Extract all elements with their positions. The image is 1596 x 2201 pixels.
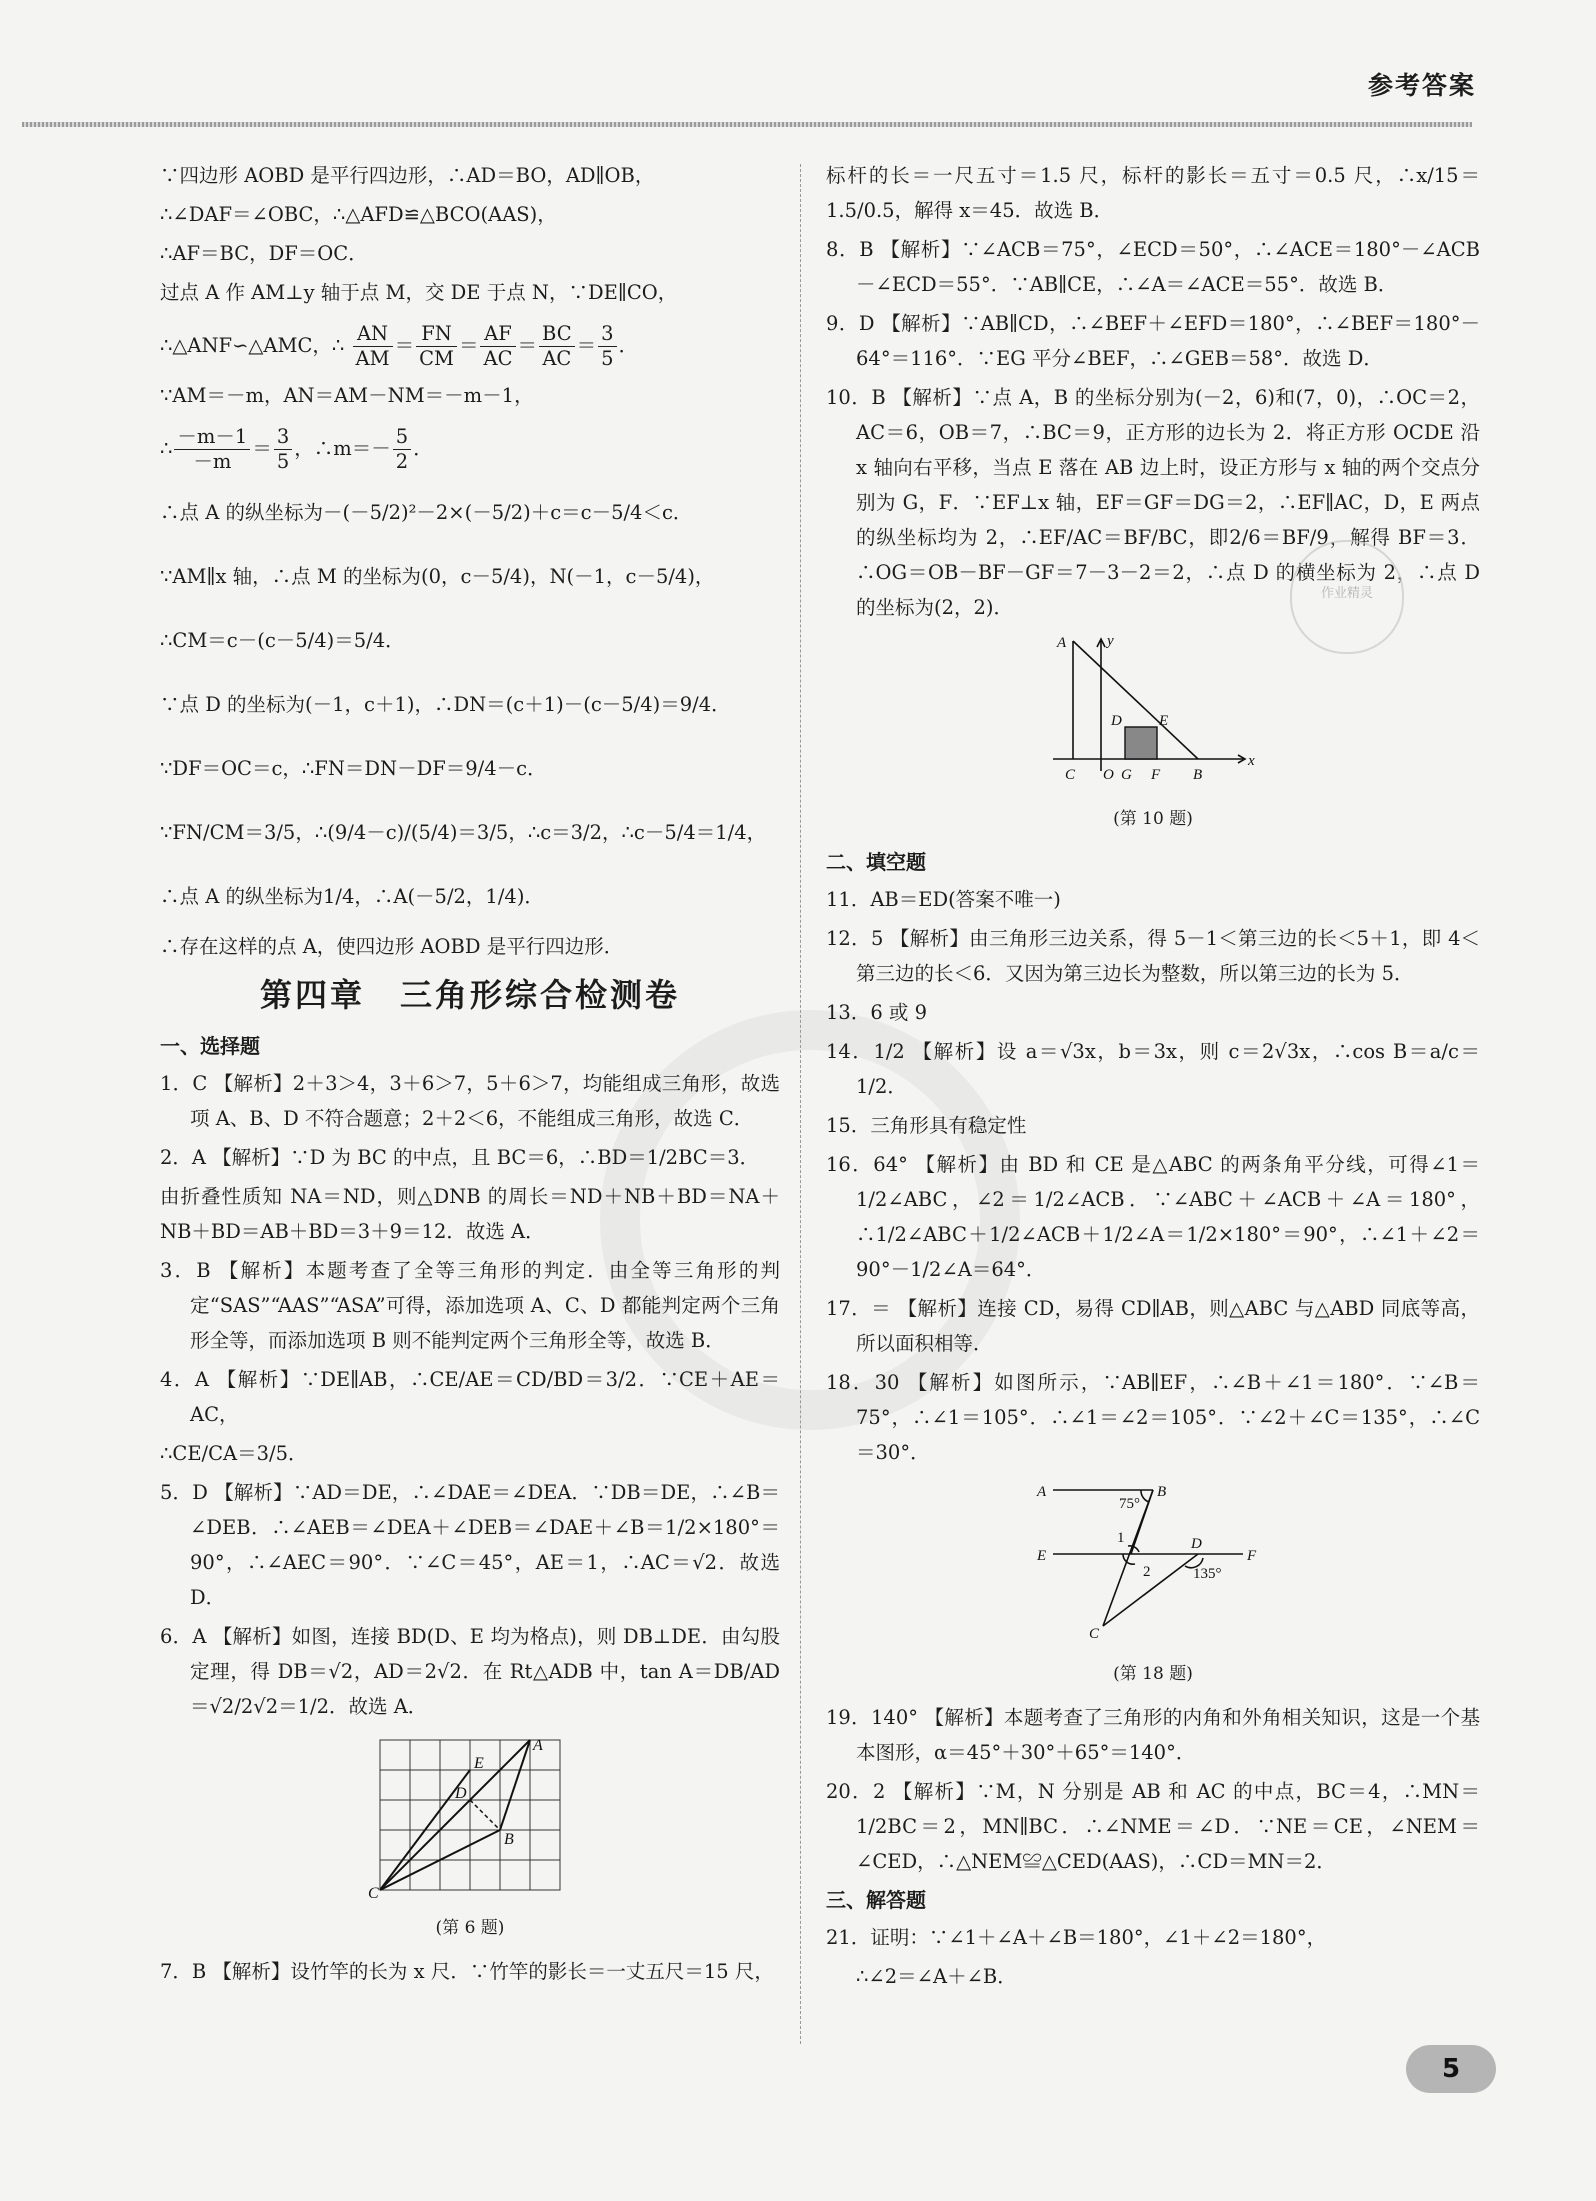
label-b: B (504, 1831, 514, 1848)
text-line: ∴点 A 的纵坐标为1/4，∴A(－5/2，1/4)． (160, 885, 544, 908)
label-o: O (1103, 767, 1114, 783)
grid-figure (370, 1730, 570, 1900)
answer-6: 6．A 【解析】如图，连接 BD(D、E 均为格点)，则 DB⊥DE．由勾股定理，得 DB＝√2，AD＝2√2．在 Rt△ADB 中，tan A＝DB/AD＝√2/2√2＝1/2．故选 A． (160, 1625, 780, 1718)
label-f: F (1151, 767, 1161, 783)
watermark-stamp (1290, 540, 1404, 654)
shifted-square (1125, 727, 1157, 759)
left-column (160, 158, 780, 1993)
section-heading: 二、填空题 (826, 850, 926, 874)
figure-caption: (第 10 题) (1113, 809, 1193, 829)
answer-2-cont: 由折叠性质知 NA＝ND，则△DNB 的周长＝ND＋NB＋BD＝NA＋NB＋BD＝AB＋BD＝3＋9＝12．故选 A． (160, 1185, 780, 1243)
label-d: D (1111, 713, 1122, 729)
label-c: C (1065, 767, 1076, 783)
answer-20: 20．2 【解析】∵M，N 分别是 AB 和 AC 的中点，BC＝4，∴MN＝1/2BC＝2，MN∥BC．∴∠NME＝∠D．∵NE＝CE，∠NEM＝∠CED，∴△NEM≌△CED(AAS)，∴CD＝MN＝2． (826, 1780, 1480, 1873)
fraction: $\frac{BC}{AC}$ (539, 322, 575, 371)
answer-7: 7．B 【解析】设竹竿的长为 x 尺．∵竹竿的影长＝一丈五尺＝15 尺， (160, 1960, 774, 1983)
parallel-lines-figure (1033, 1476, 1273, 1646)
math-line: ∴ $\frac{-m-1}{-m}$ ＝ $\frac{3}{5}$ ，∴m＝－ $\frac{5}{2}$ ． (160, 425, 433, 473)
answer-3: 3．B 【解析】本题考查了全等三角形的判定．由全等三角形的判定“SAS”“AAS”“ASA”可得，添加选项 A、C、D 都能判定两个三角形全等，而添加选项 B 则不能判定两个三角形全等，故选 B． (160, 1259, 780, 1352)
label-x: x (1248, 753, 1255, 769)
text-line: ∵AM∥x 轴，∴点 M 的坐标为(0，c－5/4)，N(－1，c－5/4)， (160, 565, 715, 588)
coordinate-figure (1043, 631, 1263, 791)
angle-2: 2 (1143, 1564, 1151, 1580)
answer-4: 4．A 【解析】∵DE∥AB，∴CE/AE＝CD/BD＝3/2．∵CE＋AE＝AC， (160, 1368, 780, 1426)
column-divider (800, 164, 801, 2044)
label-c: C (368, 1885, 379, 1902)
label-a: A (1037, 1484, 1047, 1500)
text-line: ∵点 D 的坐标为(－1，c＋1)，∴DN＝(c＋1)－(c－5/4)＝9/4． (160, 693, 731, 716)
answer-21: 21．证明：∵∠1＋∠A＋∠B＝180°，∠1＋∠2＝180°， (826, 1926, 1327, 1949)
right-column (826, 158, 1480, 1998)
label-e: E (1037, 1548, 1047, 1564)
header-rule (22, 122, 1472, 127)
label-g: G (1121, 767, 1132, 783)
figure-18 (826, 1476, 1480, 1692)
text-line: ∵DF＝OC＝c，∴FN＝DN－DF＝9/4－c． (160, 757, 547, 780)
fraction: $\frac{3}{5}$ (274, 425, 292, 474)
answer-10: 10．B 【解析】∵点 A，B 的坐标分别为(－2，6)和(7，0)，∴OC＝2，AC＝6，OB＝7，∴BC＝9，正方形的边长为 2．将正方形 OCDE 沿 x 轴向右平移，当点 E 落在 AB 边上时，设正方形与 x 轴的两个交点分别为 G，F．∵EF⊥x 轴，EF＝GF＝DG＝2，∴EF∥AC，D，E 两点的纵坐标均为 2，∴EF/AC＝BF/BC，即2/6＝BF/9，解得 BF＝3．∴OG＝OB－BF－GF＝7－3－2＝2，∴点 D 的横坐标为 2，∴点 D 的坐标为(2，2)． (826, 386, 1480, 619)
label-y: y (1107, 633, 1114, 649)
text-line: ∴存在这样的点 A，使四边形 AOBD 是平行四边形． (160, 935, 624, 958)
answer-14: 14．1/2 【解析】设 a＝√3x，b＝3x，则 c＝2√3x，∴cos B＝a/c＝1/2． (826, 1040, 1480, 1098)
text-line: ∴AF＝BC，DF＝OC． (160, 242, 368, 265)
answer-9: 9．D 【解析】∵AB∥CD，∴∠BEF＋∠EFD＝180°，∴∠BEF＝180°－64°＝116°．∵EG 平分∠BEF，∴∠GEB＝58°．故选 D． (826, 312, 1480, 370)
answer-12: 12．5 【解析】由三角形三边关系，得 5－1＜第三边的长＜5＋1，即 4＜第三边的长＜6．又因为第三边长为整数，所以第三边的长为 5． (826, 927, 1480, 985)
section-heading: 三、解答题 (826, 1888, 926, 1912)
chapter-title: 第四章 三角形综合检测卷 (259, 976, 680, 1014)
angle-1: 1 (1117, 1530, 1125, 1546)
fraction: $\frac{-m-1}{-m}$ (174, 425, 250, 474)
fraction: $\frac{FN}{CM}$ (416, 322, 457, 371)
figure-10 (826, 631, 1480, 837)
answer-2: 2．A 【解析】∵D 为 BC 的中点，且 BC＝6，∴BD＝1/2BC＝3． (160, 1146, 760, 1169)
text-line: ∵FN/CM＝3/5，∴(9/4－c)/(5/4)＝3/5，∴c＝3/2，∴c－5/4＝1/4， (160, 821, 767, 844)
figure-caption: (第 18 题) (1113, 1664, 1193, 1684)
answer-18: 18．30 【解析】如图所示，∵AB∥EF，∴∠B＋∠1＝180°．∵∠B＝75°，∴∠1＝105°．∴∠1＝∠2＝105°．∵∠2＋∠C＝135°，∴∠C＝30°． (826, 1371, 1480, 1464)
math-line: ∴△ANF∽△AMC，∴ $\frac{AN}{AM}$ ＝ $\frac{FN}{CM}$ ＝ $\frac{AF}{AC}$ ＝ $\frac{BC}{AC}$ ＝ $\frac{3}{5}$ ． (160, 322, 639, 370)
answer-1: 1．C 【解析】2＋3＞4，3＋6＞7，5＋6＞7，均能组成三角形，故选项 A、B、D 不符合题意；2＋2＜6，不能组成三角形，故选 C． (160, 1072, 780, 1130)
label-e: E (474, 1755, 484, 1772)
label-a: A (1057, 635, 1067, 651)
angle-75: 75° (1119, 1496, 1140, 1512)
fraction: $\frac{5}{2}$ (393, 425, 411, 474)
answer-7-cont: 标杆的长＝一尺五寸＝1.5 尺，标杆的影长＝五寸＝0.5 尺，∴x/15＝1.5/0.5，解得 x＝45．故选 B． (826, 164, 1480, 222)
label-c: C (1089, 1626, 1100, 1642)
fraction: $\frac{3}{5}$ (598, 322, 616, 371)
label-b: B (1157, 1484, 1167, 1500)
answer-8: 8．B 【解析】∵∠ACB＝75°，∠ECD＝50°，∴∠ACE＝180°－∠ACB－∠ECD＝55°．∵AB∥CE，∴∠A＝∠ACE＝55°．故选 B． (826, 238, 1480, 296)
stamp-text: 作业精灵 (1320, 586, 1373, 601)
answer-16: 16．64° 【解析】由 BD 和 CE 是△ABC 的两条角平分线，可得∠1＝1/2∠ABC，∠2＝1/2∠ACB．∵∠ABC＋∠ACB＋∠A＝180°，∴1/2∠ABC＋1/2∠ACB＋1/2∠A＝1/2×180°＝90°，∴∠1＋∠2＝90°－1/2∠A＝64°． (826, 1153, 1480, 1281)
label-a: A (533, 1737, 543, 1754)
figure-caption: (第 6 题) (435, 1918, 505, 1938)
answer-19: 19．140° 【解析】本题考查了三角形的内角和外角相关知识，这是一个基本图形，α＝45°＋30°＋65°＝140°． (826, 1706, 1480, 1764)
label-d: D (1191, 1536, 1202, 1552)
text-line: ∴∠DAF＝∠OBC，∴△AFD≌△BCO(AAS)， (160, 203, 557, 226)
page-number: 5 (1406, 2045, 1496, 2093)
section-heading: 一、选择题 (160, 1034, 260, 1058)
answer-17: 17．＝ 【解析】连接 CD，易得 CD∥AB，则△ABC 与△ABD 同底等高，所以面积相等． (826, 1297, 1480, 1355)
answer-13: 13．6 或 9 (826, 1001, 928, 1024)
label-f: F (1247, 1548, 1257, 1564)
answer-15: 15．三角形具有稳定性 (826, 1114, 1027, 1137)
answer-11: 11．AB＝ED(答案不唯一) (826, 888, 1061, 911)
text-line: ∴CM＝c－(c－5/4)＝5/4． (160, 629, 405, 652)
fraction: $\frac{AN}{AM}$ (353, 322, 393, 371)
label-b: B (1193, 767, 1203, 783)
header-title: 参考答案 (1367, 71, 1476, 100)
answer-21-cont: ∴∠2＝∠A＋∠B． (856, 1965, 1017, 1988)
text-line: 过点 A 作 AM⊥y 轴于点 M，交 DE 于点 N，∵DE∥CO， (160, 281, 678, 304)
fraction: $\frac{AF}{AC}$ (480, 322, 515, 371)
label-e: E (1159, 713, 1169, 729)
label-d: D (455, 1785, 467, 1802)
text-line: ∵AM＝－m，AN＝AM－NM＝－m－1， (160, 384, 534, 407)
text-line: ∵四边形 AOBD 是平行四边形，∴AD＝BO，AD∥OB， (160, 164, 655, 187)
text-line: ∴点 A 的纵坐标为－(－5/2)²－2×(－5/2)＋c＝c－5/4＜c． (160, 501, 693, 524)
answer-5: 5．D 【解析】∵AD＝DE，∴∠DAE＝∠DEA．∵DB＝DE，∴∠B＝∠DEB．∴∠AEB＝∠DEA＋∠DEB＝∠DAE＋∠B＝1/2×180°＝90°，∴∠AEC＝90°．∵∠C＝45°，AE＝1，∴AC＝√2．故选 D． (160, 1481, 780, 1609)
answer-4-cont: ∴CE/CA＝3/5． (160, 1442, 308, 1465)
figure-6 (160, 1730, 780, 1946)
angle-135: 135° (1193, 1566, 1222, 1582)
